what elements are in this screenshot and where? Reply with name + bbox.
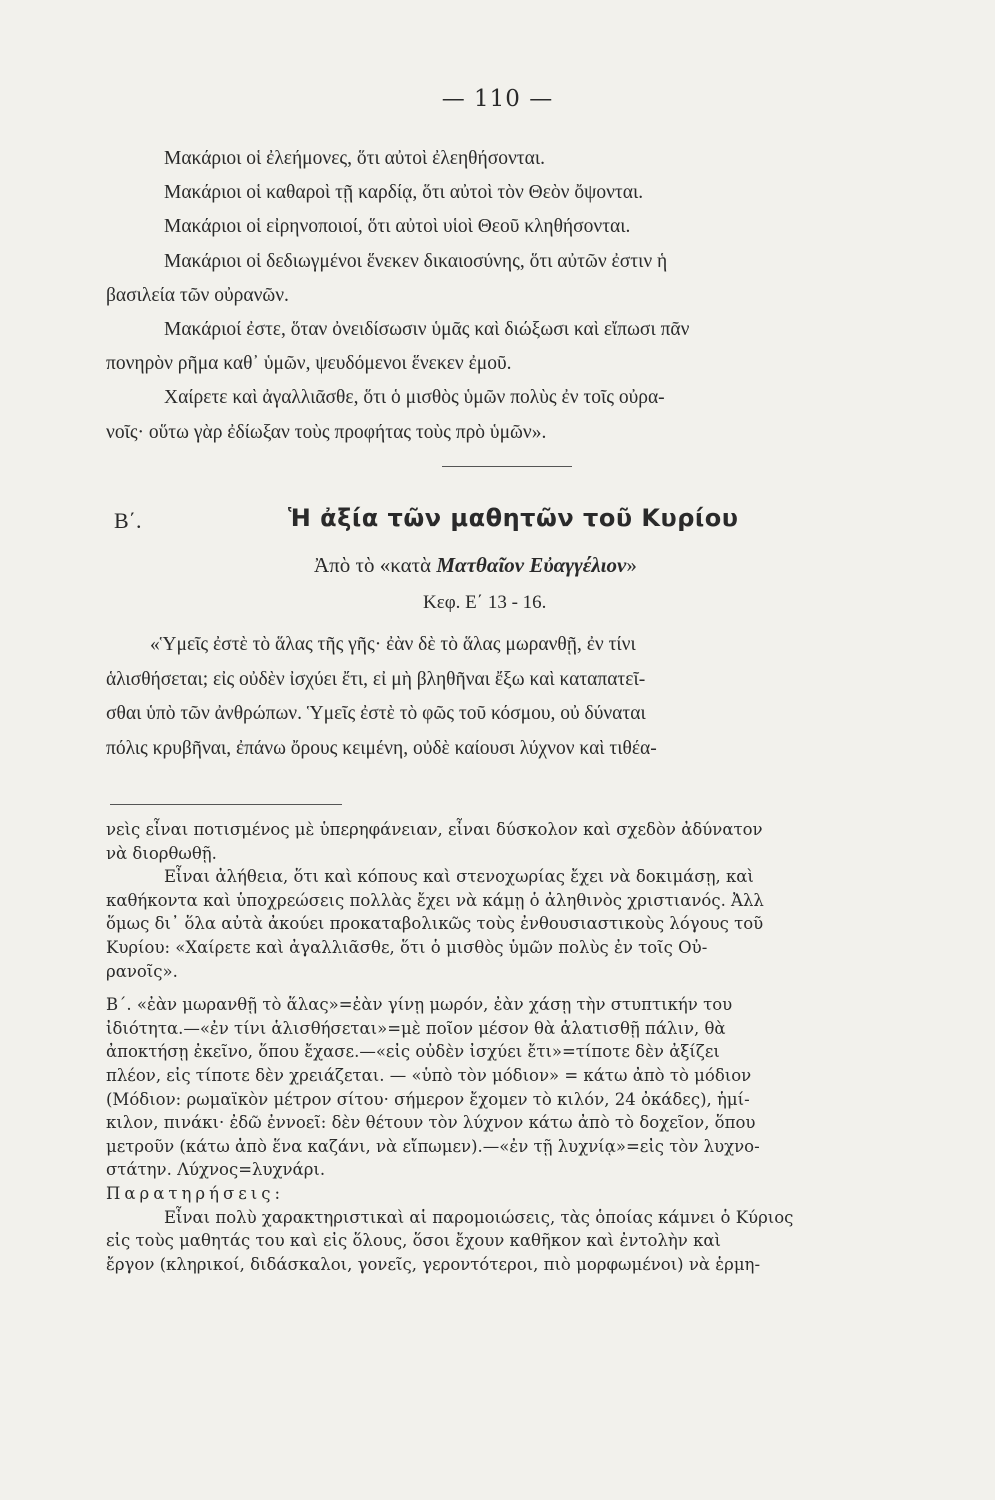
commentary-notes: [106, 818, 911, 1276]
text-line: πονηρὸν ρῆμα καθ᾽ ὑμῶν, ψευδόμενοι ἕνεκεν ἐμοῦ.: [106, 353, 512, 375]
note-line: στάτην. Λύχνος=λυχνάρι.: [106, 1160, 326, 1180]
chapter-reference: Κεφ. Ε΄ 13 - 16.: [423, 592, 547, 613]
section-title: Ἡ ἀξία τῶν μαθητῶν τοῦ Κυρίου: [288, 504, 739, 532]
note-line: κιλον, πινάκι· ἐδῶ ἐννοεῖ: δὲν θέτουν τὸν λύχνον κάτω ἀπὸ τὸ δοχεῖον, ὅπου: [106, 1113, 756, 1133]
section-source: [314, 553, 637, 578]
source-work: Ματθαῖον Εὐαγγέλιον: [436, 553, 627, 577]
note-line: Β΄. «ἐὰν μωρανθῇ τὸ ἅλας»=ἐὰν γίνῃ μωρόν, ἐὰν χάσῃ τὴν στυπτικήν του: [106, 995, 733, 1015]
note-line: ρανοῖς».: [106, 961, 178, 981]
note-line: πλέον, εἰς τίποτε δὲν χρειάζεται. — «ὑπὸ τὸν μόδιον» = κάτω ἀπὸ τὸ μόδιον: [106, 1065, 752, 1085]
text-line: βασιλεία τῶν οὐρανῶν.: [106, 284, 289, 306]
section-divider: [442, 466, 572, 467]
note-line: Κυρίου: «Χαίρετε καὶ ἀγαλλιᾶσθε, ὅτι ὁ μισθὸς ὑμῶν πολὺς ἐν τοῖς Οὐ-: [106, 937, 708, 957]
text-line: Μακάριοι οἱ εἰρηνοποιοί, ὅτι αὐτοὶ υἱοὶ Θεοῦ κληθήσονται.: [164, 216, 631, 238]
source-suffix: »: [626, 553, 637, 577]
text-line: πόλις κρυβῆναι, ἐπάνω ὄρους κειμένη, οὐδὲ καίουσι λύχνον καὶ τιθέα-: [106, 737, 657, 759]
note-line: ἀποκτήσῃ ἐκεῖνο, ὅπου ἔχασε.—«εἰς οὐδὲν ἰσχύει ἔτι»=τίποτε δὲν ἀξίζει: [106, 1042, 720, 1062]
note-line: νὰ διορθωθῇ.: [106, 843, 217, 863]
note-line: Εἶναι πολὺ χαρακτηριστικαὶ αἱ παρομοιώσεις, τὰς ὁποίας κάμνει ὁ Κύριος: [164, 1207, 794, 1227]
page-number: — 110 —: [441, 86, 554, 112]
note-line: καθήκοντα καὶ ὑποχρεώσεις πολλὰς ἔχει νὰ κάμῃ ὁ ἀληθινὸς χριστιανός. Ἀλλ: [106, 890, 764, 910]
text-line: Μακάριοι οἱ ἐλεήμονες, ὅτι αὐτοὶ ἐλεηθήσονται.: [164, 148, 545, 169]
note-line: (Μόδιον: ρωμαϊκὸν μέτρον σίτου· σήμερον ἔχομεν τὸ κιλόν, 24 ὀκάδες), ἡμί-: [106, 1089, 750, 1109]
note-line: Εἶναι ἀλήθεια, ὅτι καὶ κόπους καὶ στενοχωρίας ἔχει νὰ δοκιμάσῃ, καὶ: [164, 867, 754, 887]
note-line: ἔργον (κληρικοί, διδάσκαλοι, γονεῖς, γεροντότεροι, πιὸ μορφωμένοι) νὰ ἑρμη-: [106, 1254, 761, 1274]
note-line: ὅμως δι᾽ ὅλα αὐτὰ ἀκούει προκαταβολικῶς τοὺς ἐνθουσιαστικοὺς λόγους τοῦ: [106, 914, 764, 934]
text-line: Χαίρετε καὶ ἀγαλλιᾶσθε, ὅτι ὁ μισθὸς ὑμῶν πολὺς ἐν τοῖς οὐρα-: [164, 387, 665, 409]
text-line: σθαι ὑπὸ τῶν ἀνθρώπων. Ὑμεῖς ἐστὲ τὸ φῶς τοῦ κόσμου, οὐ δύναται: [106, 703, 646, 724]
text-line: ἁλισθήσεται; εἰς οὐδὲν ἰσχύει ἔτι, εἰ μὴ βληθῆναι ἔξω καὶ καταπατεῖ-: [106, 668, 646, 690]
text-line: Μακάριοί ἐστε, ὅταν ὀνειδίσωσιν ὑμᾶς καὶ διώξωσι καὶ εἴπωσι πᾶν: [164, 319, 690, 341]
note-line: εἰς τοὺς μαθητάς του καὶ εἰς ὅλους, ὅσοι ἔχουν καθῆκον καὶ ἐντολὴν καὶ: [106, 1231, 722, 1251]
observations-heading: Παρατηρήσεις:: [106, 1183, 285, 1203]
note-line: νεὶς εἶναι ποτισμένος μὲ ὑπερηφάνειαν, εἶναι δύσκολον καὶ σχεδὸν ἀδύνατον: [106, 820, 763, 839]
scripture-quote: [106, 628, 906, 766]
source-prefix: Ἀπὸ τὸ «κατὰ: [314, 553, 437, 577]
text-line: «Ὑμεῖς ἐστὲ τὸ ἅλας τῆς γῆς· ἐὰν δὲ τὸ ἅλας μωρανθῇ, ἐν τίνι: [150, 634, 636, 655]
footnote-rule: [110, 804, 342, 805]
beatitudes-text: [106, 142, 906, 450]
text-line: νοῖς· οὕτω γὰρ ἐδίωξαν τοὺς προφήτας τοὺς πρὸ ὑμῶν».: [106, 421, 547, 443]
section-label: Β΄.: [114, 508, 142, 533]
note-line: ἰδιότητα.—«ἐν τίνι ἁλισθήσεται»=μὲ ποῖον μέσον θὰ ἁλατισθῇ πάλιν, θὰ: [106, 1018, 726, 1038]
note-line: μετροῦν (κάτω ἀπὸ ἕνα καζάνι, νὰ εἴπωμεν).—«ἐν τῇ λυχνίᾳ»=εἰς τὸν λυχνο-: [106, 1136, 760, 1156]
text-line: Μακάριοι οἱ καθαροὶ τῇ καρδίᾳ, ὅτι αὐτοὶ τὸν Θεὸν ὄψονται.: [164, 182, 644, 204]
text-line: Μακάριοι οἱ δεδιωγμένοι ἕνεκεν δικαιοσύνης, ὅτι αὐτῶν ἐστιν ἡ: [164, 250, 668, 272]
